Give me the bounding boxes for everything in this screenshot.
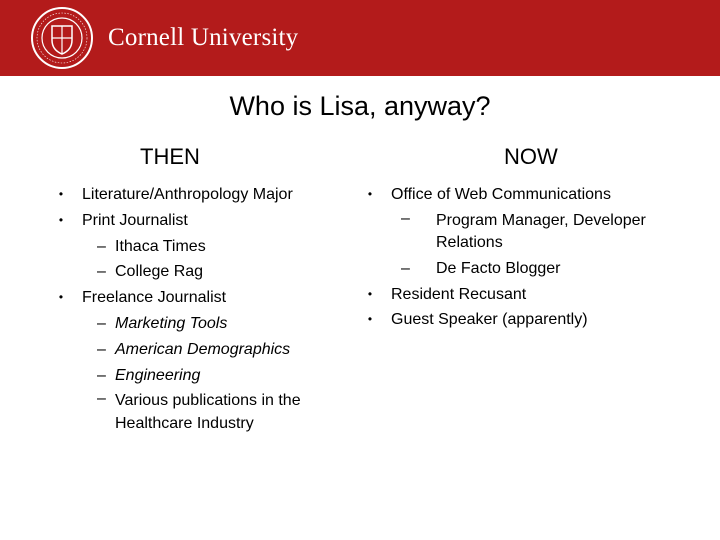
dash: – [97,340,106,358]
then-subitem-label: College Rag [115,263,204,281]
then-subitem [82,259,345,285]
dash: – [401,209,410,227]
then-item [55,182,345,208]
bullet: • [58,212,64,227]
dash: – [97,263,106,281]
now-item-label: Resident Recusant [391,285,527,303]
dash: – [97,390,106,408]
now-item [364,182,664,282]
header-bar [0,0,720,76]
now-list [364,182,664,333]
bullet: • [367,187,373,201]
then-list [55,182,345,436]
cornell-seal-icon [30,6,94,70]
bullet: • [367,312,373,327]
then-item-label: Freelance Journalist [82,289,227,307]
dash: – [97,237,106,255]
dash: – [97,366,106,384]
then-item [55,285,345,436]
dash: – [401,259,410,277]
then-item-label: Print Journalist [82,211,188,229]
then-subitem-label: Marketing Tools [115,314,228,332]
then-subitem-label: American Demographics [115,340,291,358]
bullet: • [58,187,64,201]
now-item-label: Guest Speaker (apparently) [391,311,588,329]
now-item-label: Office of Web Communications [391,186,611,203]
then-subitem-label: Engineering [115,366,201,384]
now-item [364,307,664,333]
then-subitem [82,311,345,337]
now-heading: NOW [504,144,558,169]
then-item [55,208,345,285]
now-item [364,282,664,308]
then-sublist [82,234,345,286]
now-subitem-label: Program Manager, Developer Relations [436,211,646,252]
then-subitem [82,337,345,363]
now-subitem [391,208,664,256]
slide-title: Who is Lisa, anyway? [229,91,491,121]
bullet: • [367,286,373,301]
then-item-label: Literature/Anthropology Major [82,186,293,203]
brand-name[interactable]: Cornell University [108,24,299,51]
now-subitem [391,256,664,282]
now-subitem-label: De Facto Blogger [436,259,561,277]
then-sublist [82,311,345,436]
bullet: • [58,290,64,305]
dash: – [97,314,106,332]
now-sublist [391,208,664,282]
then-subitem-label: Ithaca Times [115,237,206,255]
then-heading: THEN [140,144,200,169]
then-subitem [82,388,345,436]
then-subitem [82,363,345,389]
then-subitem-label: Various publications in the Healthcare Industry [115,392,301,432]
then-subitem [82,234,345,260]
